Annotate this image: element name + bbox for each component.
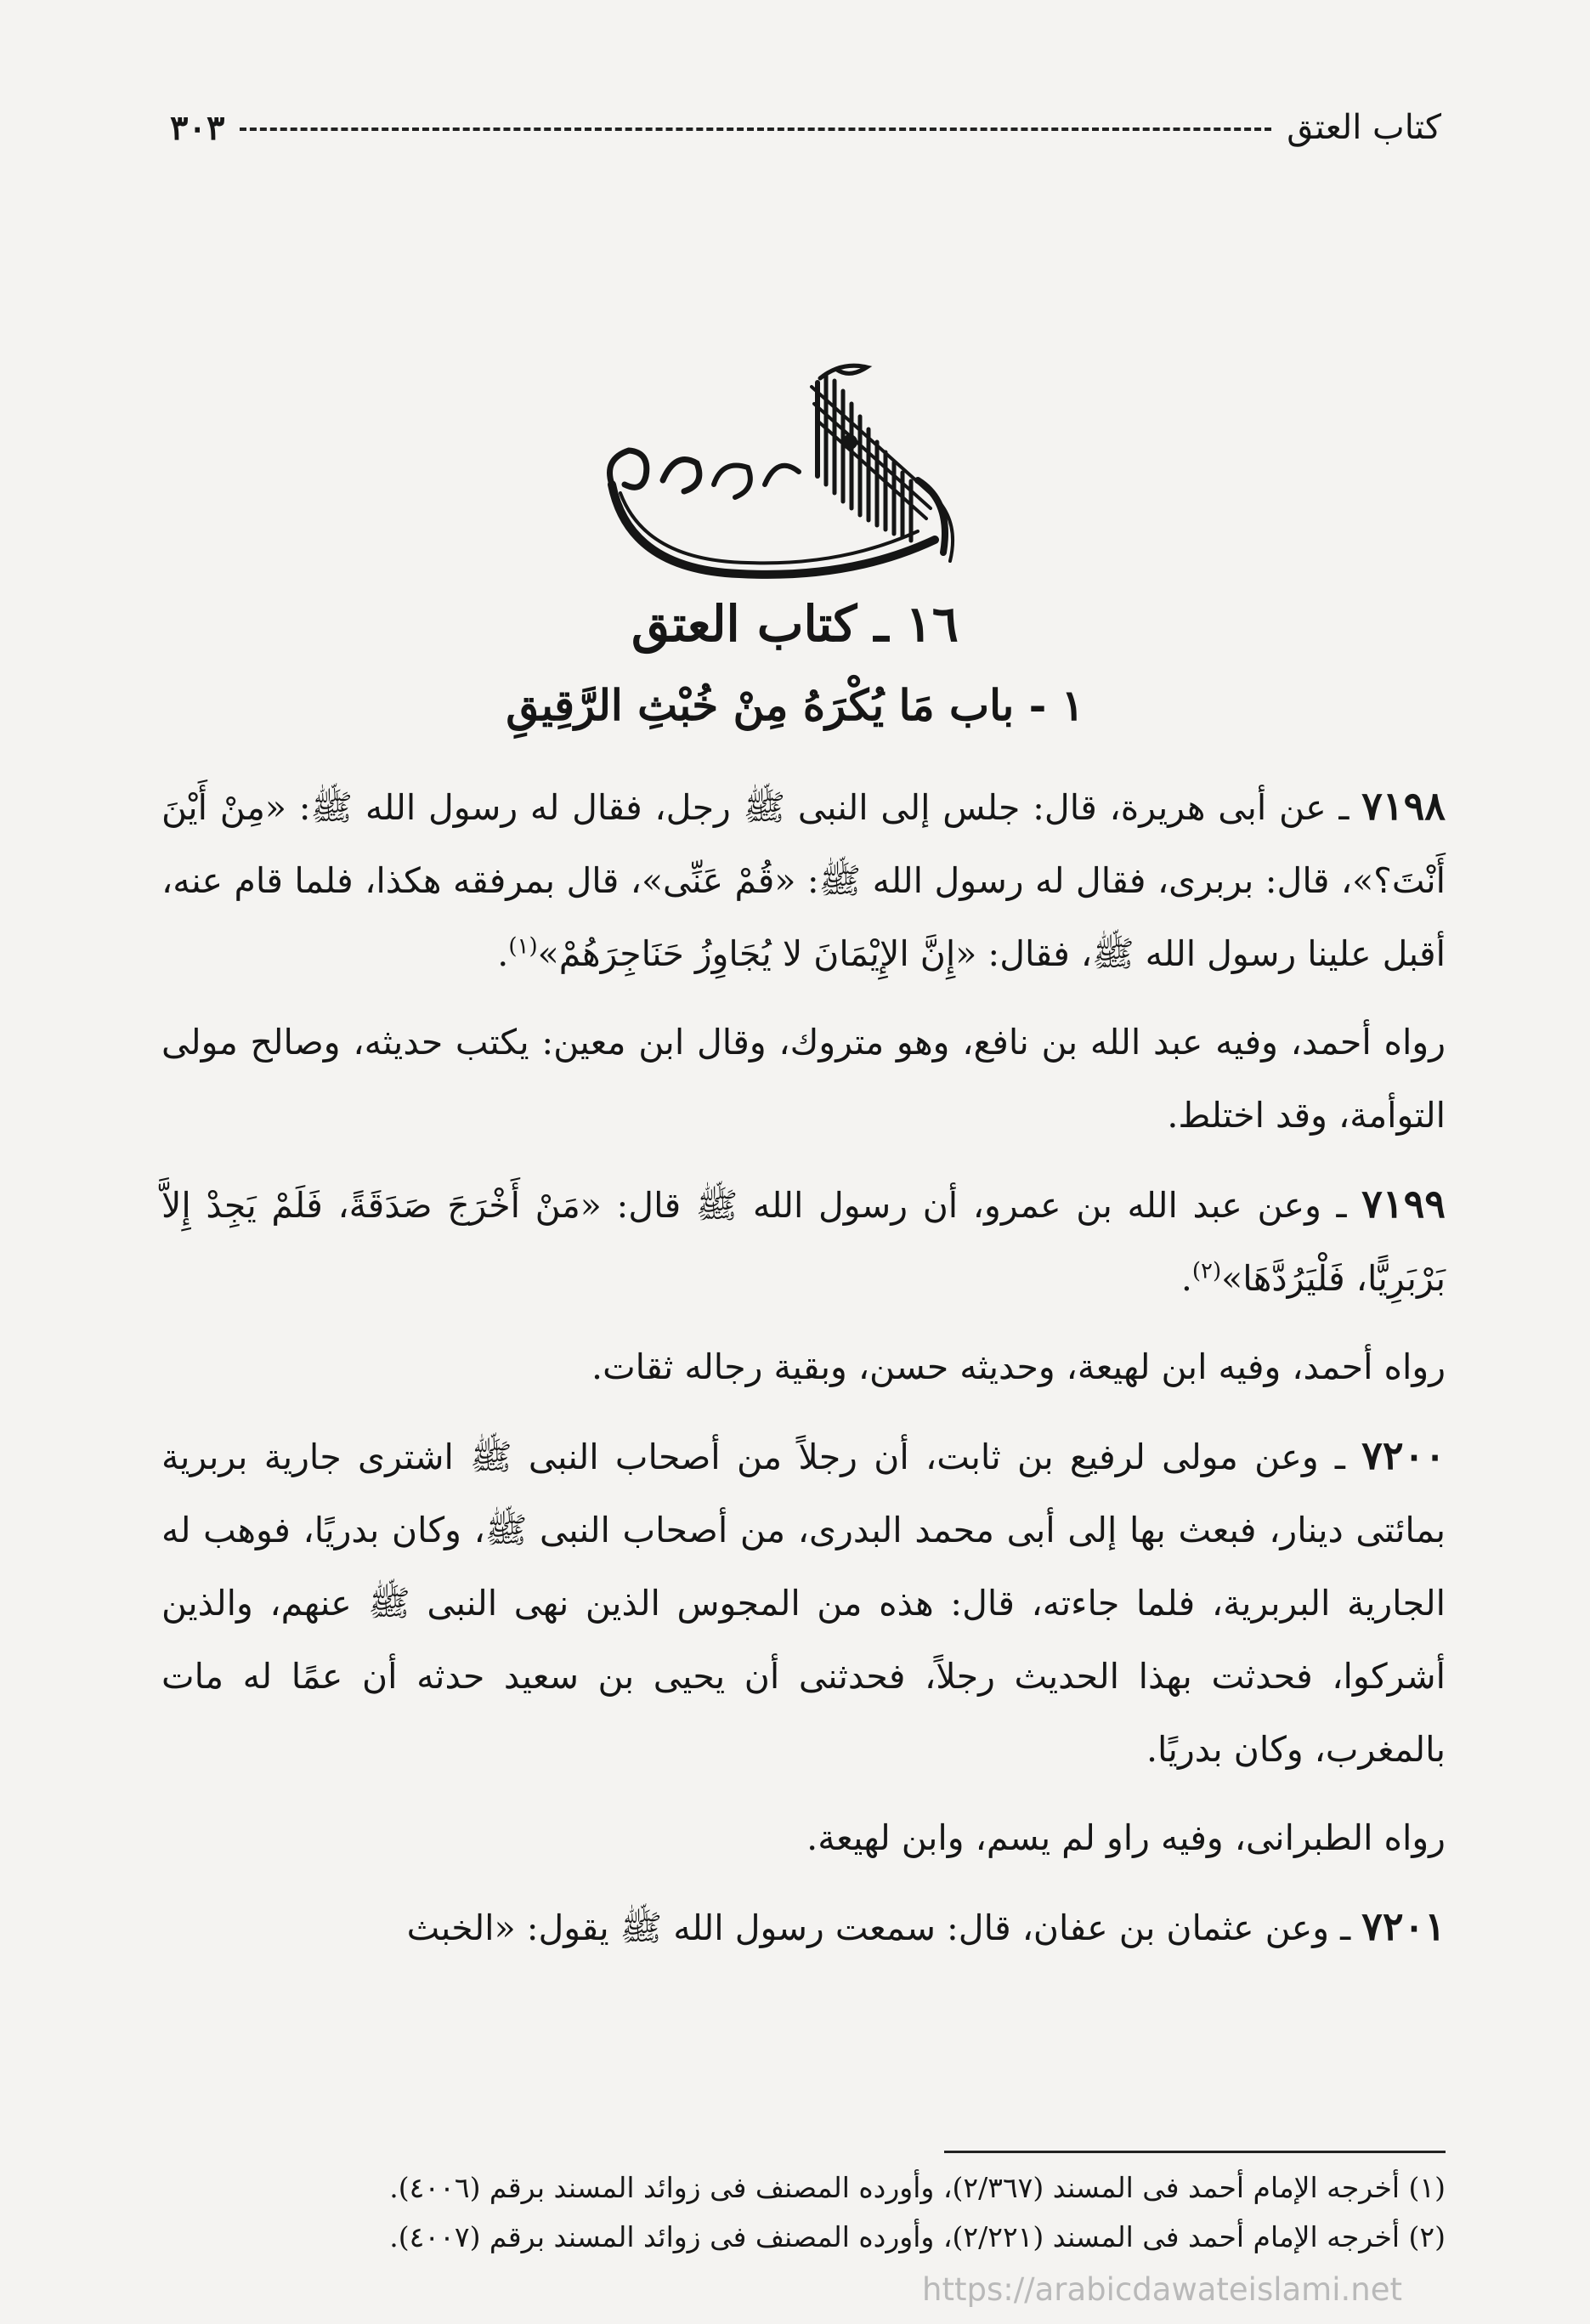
commentary-7199 xyxy=(161,1330,1446,1403)
page-number: ٣٠٣ xyxy=(170,107,225,148)
footnote-1: (١) أخرجه الإمام أحمد فى المسند (٢/٣٦٧)، وأورده المصنف فى زوائد المسند برقم (٤٠٠٦). xyxy=(389,2171,1446,2204)
commentary-7198 xyxy=(161,1006,1446,1152)
commentary-text: رواه أحمد، وفيه عبد الله بن نافع، وهو متروك، وقال ابن معين: يكتب حديثه، وصالح مولى التوأمة، وقد اختلط. xyxy=(161,1022,1446,1136)
hadith-number: ٧١٩٩ xyxy=(1361,1181,1446,1227)
running-title: كتاب العتق xyxy=(1287,108,1441,147)
header-dashed-rule xyxy=(240,128,1271,131)
basmala-calligraphy xyxy=(595,357,1003,604)
running-header xyxy=(170,102,1441,153)
hadith-7201 xyxy=(161,1890,1446,1964)
hadith-number: ٧٢٠٠ xyxy=(1361,1432,1446,1478)
main-text xyxy=(161,769,1446,1980)
basmala-dot xyxy=(842,434,857,450)
footnote-ref: (٢) xyxy=(1191,1258,1222,1284)
hadith-text: ـ وعن عبد الله بن عمرو، أن رسول الله ﷺ قال: «مَنْ أَخْرَجَ صَدَقَةً، فَلَمْ يَجِدْ إِلاَّ بَرْبَرِيًّا، فَلْيَرُدَّهَا» xyxy=(161,1185,1446,1299)
hadith-7200 xyxy=(161,1419,1446,1786)
book-title: ١٦ ـ كتاب العتق xyxy=(631,595,959,653)
footnote-ref: (١) xyxy=(508,933,538,960)
watermark-url: https://arabicdawateislami.net xyxy=(922,2271,1402,2308)
hadith-number: ٧١٩٨ xyxy=(1361,783,1446,829)
hadith-number: ٧٢٠١ xyxy=(1361,1903,1446,1949)
hadith-7198: ٧١٩٨ ـ عن أبى هريرة، قال: جلس إلى النبى ﷺ رجل، فقال له رسول الله ﷺ: «مِنْ أَيْنَ أَنْتَ؟»، قال: بربرى، فقال له رسول الله ﷺ: «قُمْ عَنِّى»، قال بمرفقه هكذا، فلما قام عنه، أقبل علينا رسول الله ﷺ، فقال: «إِنَّ الإِيْمَانَ لا يُجَاوِزُ حَنَاجِرَهُمْ»$^{(١)}$. xyxy=(161,783,1446,974)
hadith-text: ـ عن أبى هريرة، قال: جلس إلى النبى ﷺ رجل، فقال له رسول الله ﷺ: «مِنْ أَيْنَ أَنْتَ؟»، قال: بربرى، فقال له رسول الله ﷺ: «قُمْ عَنِّى»، قال بمرفقه هكذا، فلما قام عنه، أقبل علينا رسول الله ﷺ، فقال: «إِنَّ الإِيْمَانَ لا يُجَاوِزُ حَنَاجِرَهُمْ» xyxy=(161,787,1446,974)
commentary-text: رواه الطبرانى، وفيه راو لم يسم، وابن لهيعة. xyxy=(806,1817,1446,1858)
footnotes xyxy=(161,2163,1446,2262)
commentary-7200 xyxy=(161,1801,1446,1874)
chapter-title: ١ - باب مَا يُكْرَهُ مِنْ خُبْثِ الرَّقِيقِ xyxy=(506,680,1084,730)
footnote-2: (٢) أخرجه الإمام أحمد فى المسند (٢/٢٢١)، وأورده المصنف فى زوائد المسند برقم (٤٠٠٧). xyxy=(389,2220,1446,2253)
hadith-7199: ٧١٩٩ ـ وعن عبد الله بن عمرو، أن رسول الله ﷺ قال: «مَنْ أَخْرَجَ صَدَقَةً، فَلَمْ يَجِدْ إِلاَّ بَرْبَرِيًّا، فَلْيَرُدَّهَا»$^{(٢)}$. xyxy=(161,1181,1446,1299)
footnote-separator xyxy=(944,2151,1446,2153)
commentary-text: رواه أحمد، وفيه ابن لهيعة، وحديثه حسن، وبقية رجاله ثقات. xyxy=(591,1346,1446,1387)
hadith-text: ـ وعن مولى لرفيع بن ثابت، أن رجلاً من أصحاب النبى ﷺ اشترى جارية بربرية بمائتى دينار، فبعث بها إلى أبى محمد البدرى، من أصحاب النبى ﷺ، وكان بدريًا، فوهب له الجارية البربرية، فلما جاءته، قال: هذه من المجوس الذين نهى النبى ﷺ عنهم، والذين أشركوا، فحدثت بهذا الحديث رجلاً، فحدثنى أن يحيى بن سعيد حدثه أن عمًا له مات بالمغرب، وكان بدريًا. xyxy=(161,1437,1446,1770)
hadith-text: ـ وعن عثمان بن عفان، قال: سمعت رسول الله ﷺ يقول: «الخبث xyxy=(406,1907,1351,1948)
